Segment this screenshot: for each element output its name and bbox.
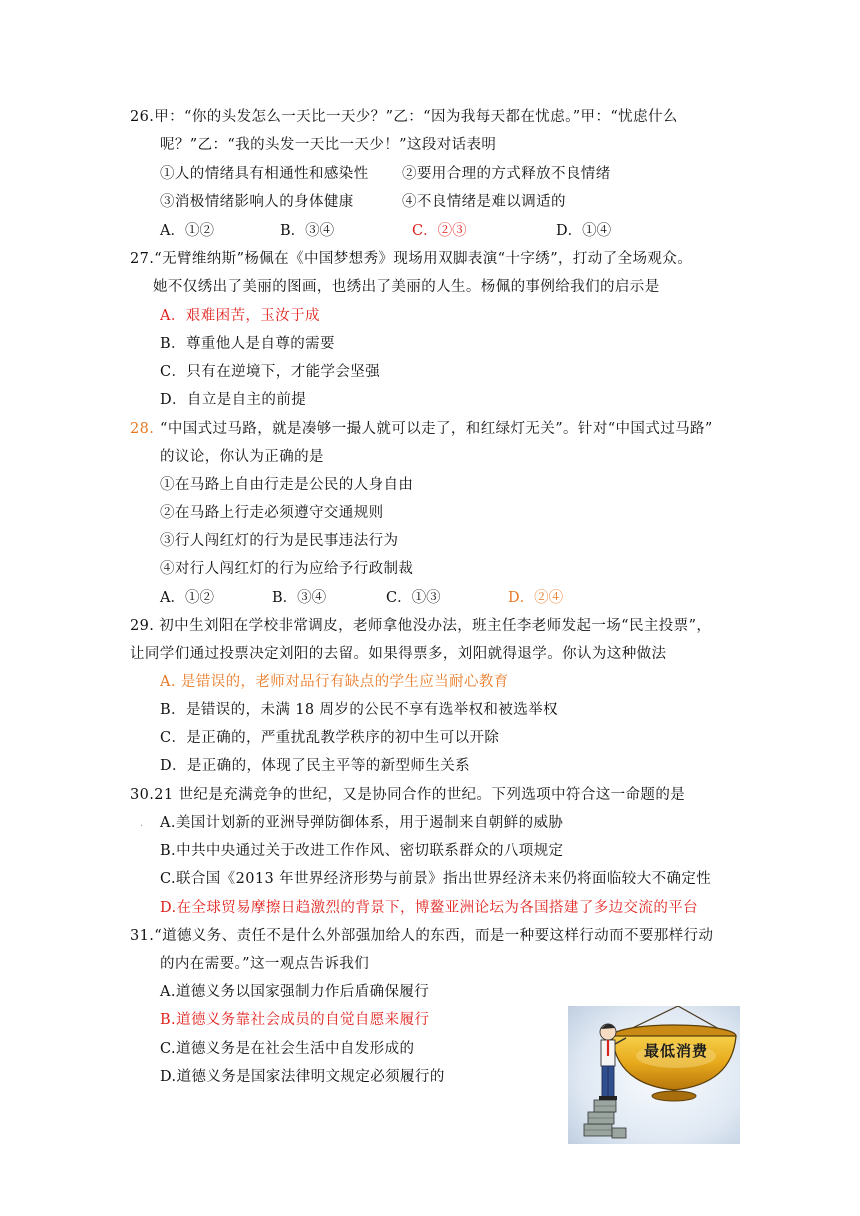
q26-option-b: B．③④	[280, 223, 335, 239]
q31-option-c: C.道德义务是在社会生活中自发形成的	[160, 1041, 415, 1057]
q29-option-b: B．是错误的，未满 18 周岁的公民不享有选举权和被选举权	[160, 702, 558, 718]
q28-option-d: D．②④	[508, 590, 564, 606]
q28-statement-4: ④对行人闯红灯的行为应给予行政制裁	[160, 561, 414, 577]
q30-line-1: 30.21 世纪是充满竞争的世纪，又是协同合作的世纪。下列选项中符合这一命题的是	[130, 787, 686, 803]
q31-option-a: A.道德义务以国家强制力作后盾确保履行	[160, 984, 430, 1000]
q29-line-1: 29. 初中生刘阳在学校非常调皮，老师拿他没办法，班主任李老师发起一场“民主投票”，	[130, 618, 712, 634]
q31-line-2: 的内在需要。”这一观点告诉我们	[160, 956, 370, 972]
q26-statement-2: ②要用合理的方式释放不良情绪	[402, 166, 611, 182]
q29-option-d: D．是正确的，体现了民主平等的新型师生关系	[160, 758, 471, 774]
q28-statement-2: ②在马路上行走必须遵守交通规则	[160, 505, 384, 521]
q27-option-c: C．只有在逆境下，才能学会坚强	[160, 364, 381, 380]
q26-statement-4: ④不良情绪是难以调适的	[402, 194, 566, 210]
q28-line-2: 的议论，你认为正确的是	[160, 449, 324, 465]
q27-line-2: 她不仅绣出了美丽的图画，也绣出了美丽的人生。杨佩的事例给我们的启示是	[153, 279, 660, 295]
q31-option-d: D.道德义务是国家法律明文规定必须履行的	[160, 1069, 445, 1085]
q28-option-b: B．③④	[272, 590, 327, 606]
q26-option-c: C．②③	[412, 223, 467, 239]
q27-option-b: B．尊重他人是自尊的需要	[160, 336, 335, 352]
q26-option-a: A．①②	[160, 223, 214, 239]
q30-option-a: A.美国计划新的亚洲导弹防御体系，用于遏制来自朝鲜的威胁	[160, 815, 564, 831]
q26-statement-1: ①人的情绪具有相通性和感染性	[160, 166, 369, 182]
stray-dot: .	[140, 818, 144, 829]
q30-option-d: D.在全球贸易摩擦日趋激烈的背景下，博鳌亚洲论坛为各国搭建了多边交流的平台	[160, 900, 699, 916]
q29-option-c: C．是正确的，严重扰乱教学秩序的初中生可以开除	[160, 730, 500, 746]
q28-statement-3: ③行人闯红灯的行为是民事违法行为	[160, 533, 399, 549]
q27-option-d: D．自立是自主的前提	[160, 392, 307, 408]
q26-line-1: 26.甲：“你的头发怎么一天比一天少？”乙：“因为我每天都在忧虑。”甲：“忧虑什么	[130, 109, 678, 125]
q26-option-d: D．①④	[556, 223, 612, 239]
q26-line-2: 呢？”乙：“我的头发一天比一天少！”这段对话表明	[160, 137, 497, 153]
q28-number: 28.	[130, 421, 155, 437]
q28-option-a: A．①②	[160, 590, 214, 606]
q28-statement-1: ①在马路上自由行走是公民的人身自由	[160, 477, 414, 493]
q27-line-1: 27.“无臂维纳斯”杨佩在《中国梦想秀》现场用双脚表演“十字绣”，打动了全场观众。	[130, 251, 693, 267]
q30-option-b: B.中共中央通过关于改进工作作风、密切联系群众的八项规定	[160, 843, 564, 859]
q30-option-c: C.联合国《2013 年世界经济形势与前景》指出世界经济未来仍将面临较大不确定性	[160, 871, 712, 887]
q31-option-b: B.道德义务靠社会成员的自觉自愿来履行	[160, 1012, 430, 1028]
q28-line-1: “中国式过马路，就是凑够一撮人就可以走了，和红绿灯无关”。针对“中国式过马路”	[160, 421, 713, 437]
q27-option-a: A．艰难困苦，玉汝于成	[160, 308, 320, 324]
cartoon-image	[568, 1006, 740, 1144]
q28-option-c: C．①③	[386, 590, 441, 606]
q26-statement-3: ③消极情绪影响人的身体健康	[160, 194, 354, 210]
q31-line-1: 31.“道德义务、责任不是什么外部强加给人的东西，而是一种要这样行动而不要那样行动	[130, 928, 714, 944]
q29-option-a: A. 是错误的，老师对品行有缺点的学生应当耐心教育	[160, 674, 509, 690]
q29-line-2: 让同学们通过投票决定刘阳的去留。如果得票多，刘阳就得退学。你认为这种做法	[130, 646, 667, 662]
cartoon-bowl-label: 最低消费	[643, 1042, 708, 1060]
